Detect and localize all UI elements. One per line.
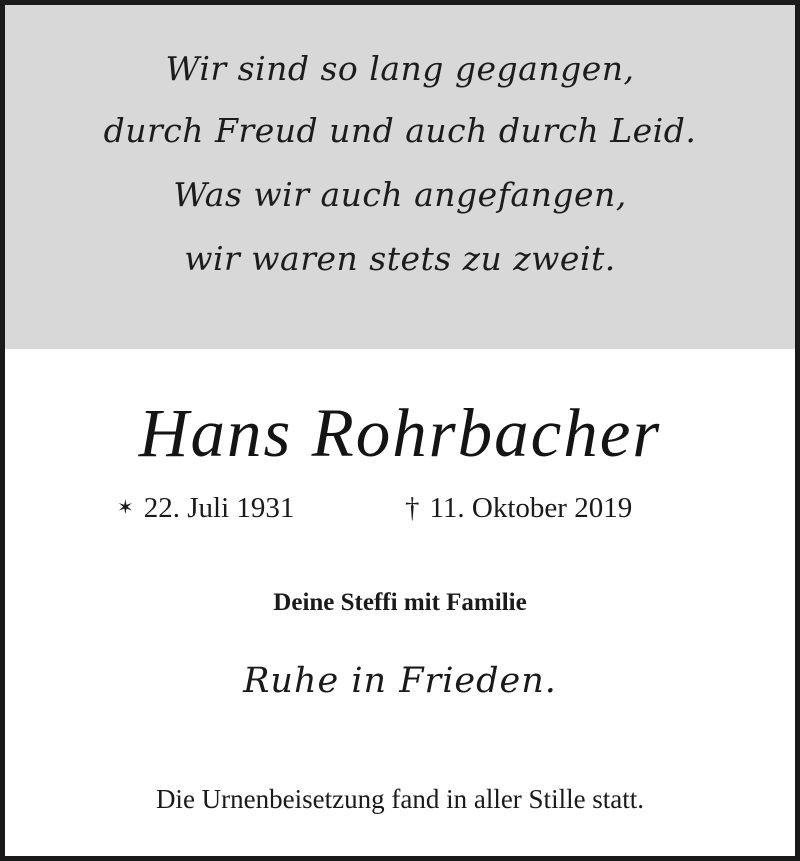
dagger-icon: †	[405, 492, 420, 524]
verse-line-4: wir waren stets zu zweit.	[184, 239, 616, 278]
death-date-line	[405, 492, 632, 525]
burial-note: Die Urnenbeisetzung fand in aller Stille statt.	[155, 784, 645, 814]
birth-date-line	[117, 492, 294, 525]
closing-phrase: Ruhe in Frieden.	[243, 661, 557, 701]
death-date: 11. Oktober 2019	[429, 492, 633, 524]
star-icon: ✶	[117, 497, 134, 519]
verse-line-3: Was wir auch angefangen,	[173, 175, 627, 214]
mourners-line: Deine Steffi mit Familie	[273, 589, 527, 616]
verse-line-1: Wir sind so lang gegangen,	[165, 49, 635, 88]
verse-box	[5, 5, 795, 349]
deceased-name: Hans Rohrbacher	[138, 395, 662, 471]
verse-line-2: durch Freud und auch durch Leid.	[103, 111, 697, 150]
birth-date: 22. Juli 1931	[143, 492, 295, 524]
